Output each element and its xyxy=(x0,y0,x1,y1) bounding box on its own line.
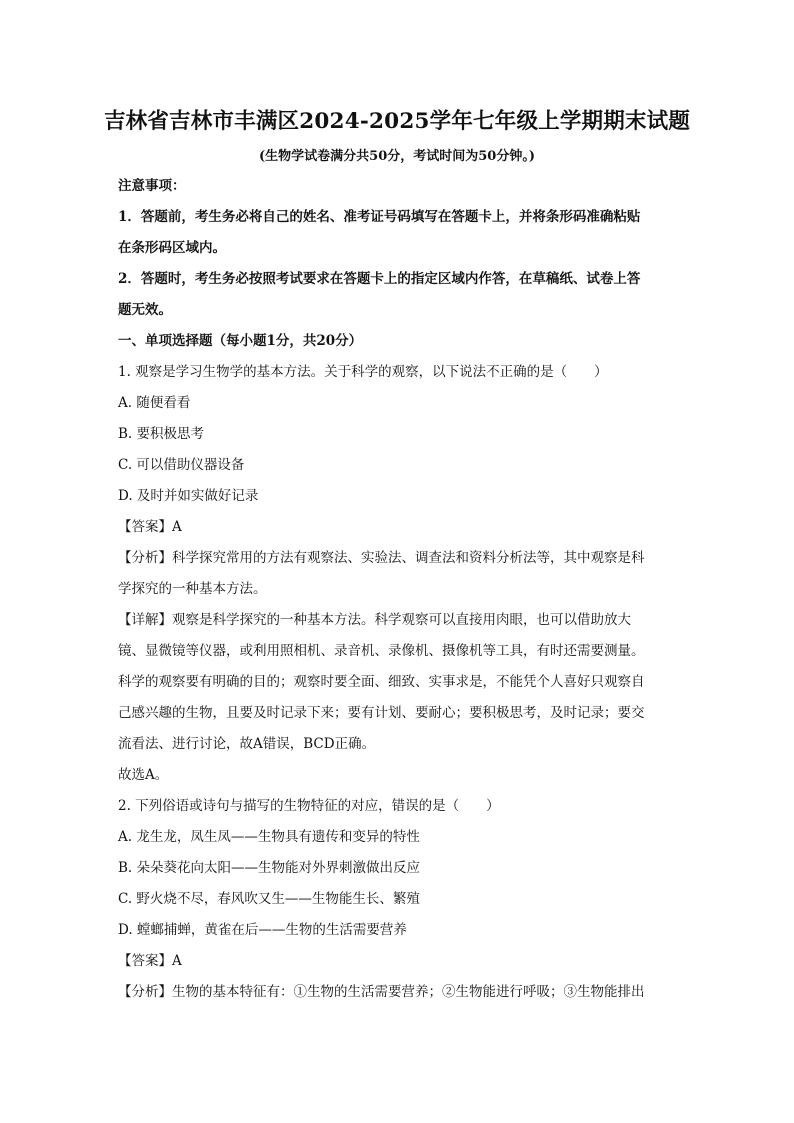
question-2-answer: 【答案】A xyxy=(118,953,182,969)
section-heading: 一、单项选择题（每小题1分，共20分） xyxy=(118,333,363,349)
question-2-option-c: C. 野火烧不尽，春风吹又生——生物能生长、繁殖 xyxy=(118,891,420,907)
question-2-stem: 2. 下列俗语或诗句与描写的生物特征的对应，错误的是（ ） xyxy=(118,798,500,814)
notice-heading: 注意事项： xyxy=(118,178,186,194)
question-1-detail-line-2: 镜、显微镜等仪器，或利用照相机、录音机、录像机、摄像机等工具，有时还需要测量。 xyxy=(118,643,645,659)
page-title: 吉林省吉林市丰满区2024-2025学年七年级上学期期末试题 xyxy=(103,109,691,134)
question-1-detail-line-5: 流看法、进行讨论，故A错误，BCD正确。 xyxy=(118,736,376,752)
question-2-analysis-line-1: 【分析】生物的基本特征有：①生物的生活需要营养；②生物能进行呼吸；③生物能排出 xyxy=(118,984,645,1000)
question-1-analysis-line-1: 【分析】科学探究常用的方法有观察法、实验法、调查法和资料分析法等，其中观察是科 xyxy=(118,550,645,566)
notice-2-line-2: 题无效。 xyxy=(118,302,172,318)
notice-1-line-2: 在条形码区域内。 xyxy=(118,240,226,256)
question-1-detail-line-1: 【详解】观察是科学探究的一种基本方法。科学观察可以直接用肉眼，也可以借助放大 xyxy=(118,612,631,628)
question-2-option-d: D. 螳螂捕蝉，黄雀在后——生物的生活需要营养 xyxy=(118,922,407,938)
question-1-option-b: B. 要积极思考 xyxy=(118,426,205,442)
question-1-detail-line-4: 己感兴趣的生物，且要及时记录下来；要有计划、要耐心；要积极思考，及时记录；要交 xyxy=(118,705,645,721)
document-body xyxy=(118,171,678,1008)
question-1-option-d: D. 及时并如实做好记录 xyxy=(118,488,259,504)
question-1-answer: 【答案】A xyxy=(118,519,182,535)
question-2-option-b: B. 朵朵葵花向太阳——生物能对外界刺激做出反应 xyxy=(118,860,421,876)
question-1-option-a: A. 随便看看 xyxy=(118,395,191,411)
question-1-analysis-line-2: 学探究的一种基本方法。 xyxy=(118,581,267,597)
question-2-option-a: A. 龙生龙，凤生凤——生物具有遗传和变异的特性 xyxy=(118,829,420,845)
question-1-option-c: C. 可以借助仪器设备 xyxy=(118,457,245,473)
exam-subtitle: (生物学试卷满分共50分，考试时间为50分钟。) xyxy=(259,149,535,164)
question-1-detail-line-3: 科学的观察要有明确的目的；观察时要全面、细致、实事求是，不能凭个人喜好只观察自 xyxy=(118,674,645,690)
notice-1-line-1: 1．答题前，考生务必将自己的姓名、准考证号码填写在答题卡上，并将条形码准确粘贴 xyxy=(118,209,641,225)
question-1-conclusion: 故选A。 xyxy=(118,767,169,783)
notice-2-line-1: 2．答题时，考生务必按照考试要求在答题卡上的指定区域内作答，在草稿纸、试卷上答 xyxy=(118,271,641,287)
question-1-stem: 1. 观察是学习生物学的基本方法。关于科学的观察，以下说法不正确的是（ ） xyxy=(118,364,608,380)
